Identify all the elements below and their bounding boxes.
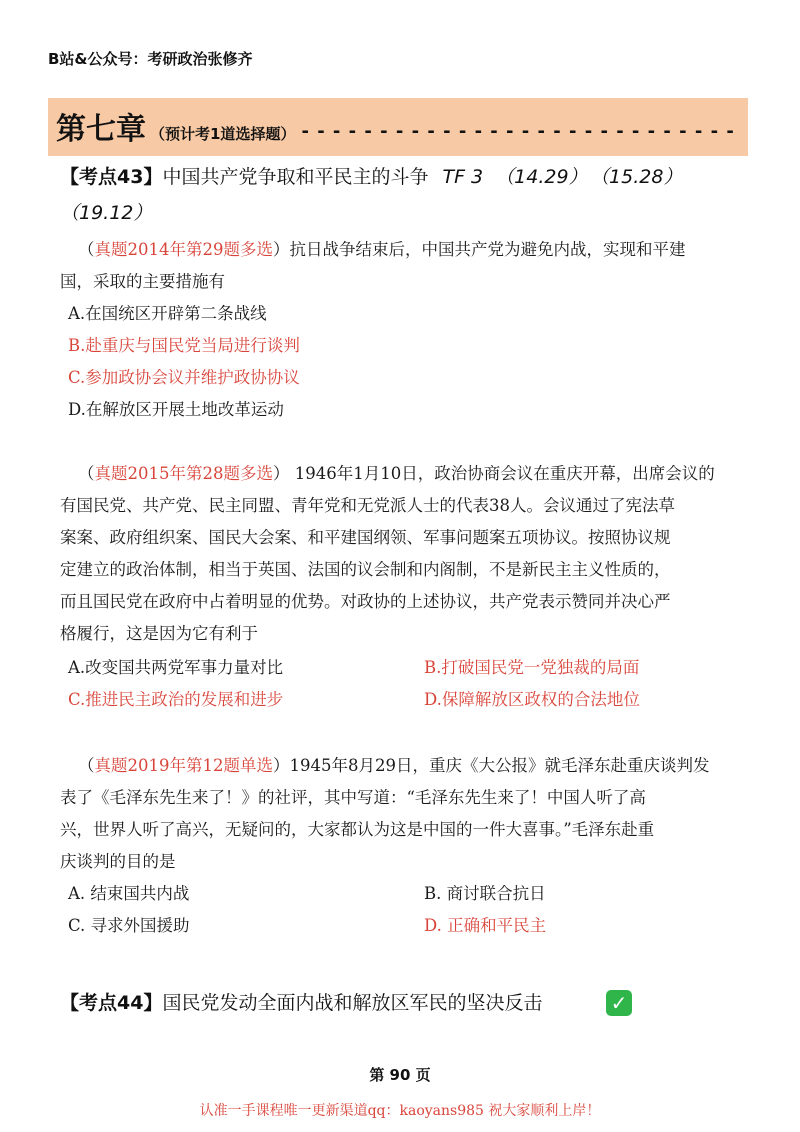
q2-option-d: D.保障解放区政权的合法地位 (424, 690, 640, 709)
q3-text-1: ）1945年8月29日，重庆《大公报》就毛泽东赴重庆谈判发 (273, 756, 710, 775)
chapter-heading (56, 104, 735, 148)
q2-stem-line-1 (78, 458, 715, 490)
q2-option-a: A.改变国共两党军事力量对比 (68, 658, 284, 677)
chapter-title: 第七章 (56, 112, 146, 147)
q2-text-1: ） 1946年1月10日，政治协商会议在重庆开幕，出席会议的 (273, 464, 715, 483)
q3-stem-line-4: 庆谈判的目的是 (60, 852, 176, 871)
q3-stem-line-2: 表了《毛泽东先生来了！》的社评，其中写道：“毛泽东先生来了！中国人听了高 (60, 788, 646, 807)
q1-option-a: A.在国统区开辟第二条战线 (68, 304, 267, 323)
q1-open-paren: （ (78, 240, 95, 259)
footer-ad: 认准一手课程唯一更新渠道qq：kaoyans985 祝大家顺利上岸！ (199, 1103, 601, 1119)
topic-44-title: 国民党发动全面内战和解放区军民的坚决反击 (162, 992, 543, 1014)
q2-stem-line-4: 定建立的政治体制，相当于英国、法国的议会制和内阁制，不是新民主主义性质的， (60, 560, 671, 579)
q3-option-b: B. 商讨联合抗日 (424, 884, 546, 903)
q2-stem-line-5: 而且国民党在政府中占着明显的优势。对政协的上述协议，共产党表示赞同并决心严 (60, 592, 671, 611)
q1-text-1: ）抗日战争结束后，中国共产党为避免内战，实现和平建 (273, 240, 686, 259)
topic-43-title: 中国共产党争取和平民主的斗争 (162, 166, 429, 188)
q1-stem-line-1 (78, 234, 686, 266)
topic-43-code: TF 3 (442, 166, 484, 188)
q3-stem-line-3: 兴，世界人听了高兴，无疑问的，大家都认为这是中国的一件大喜事。”毛泽东赴重 (60, 820, 655, 839)
q3-open-paren: （ (78, 756, 95, 775)
q2-stem-line-3: 案案、政府组织案、国民大会案、和平建国纲领、军事问题案五项协议。按照协议规 (60, 528, 671, 547)
topic-43-ref-line (60, 196, 152, 230)
q2-open-paren: （ (78, 464, 95, 483)
check-mark-icon: ✓ (606, 990, 632, 1016)
q2-stem-line-6: 格履行，这是因为它有利于 (60, 624, 258, 643)
q3-option-d: D. 正确和平民主 (424, 916, 547, 935)
topic-43-ref-3: （19.12） (60, 202, 153, 224)
q1-stem-line-2: 国，采取的主要措施有 (60, 272, 225, 291)
topic-44-tag: 【考点44】 (60, 992, 163, 1014)
topic-43-ref-2: （15.28） (599, 166, 683, 188)
topic-44-heading (60, 986, 542, 1020)
header-label: B站&公众号：考研政治张修齐 (48, 50, 253, 68)
q1-option-d: D.在解放区开展土地改革运动 (68, 400, 284, 419)
topic-43-ref-1: （14.29） (495, 166, 588, 188)
q1-option-b: B.赴重庆与国民党当局进行谈判 (68, 336, 300, 355)
q1-option-c: C.参加政协会议并维护政协协议 (68, 368, 300, 387)
topic-43-heading (60, 160, 682, 194)
q3-source: 真题2019年第12题单选 (94, 756, 273, 775)
q2-source: 真题2015年第28题多选 (94, 464, 273, 483)
chapter-note: （预计考1道选择题） (150, 125, 296, 143)
q2-option-b: B.打破国民党一党独裁的局面 (424, 658, 640, 677)
q3-option-c: C. 寻求外国援助 (68, 916, 190, 935)
q2-option-c: C.推进民主政治的发展和进步 (68, 690, 284, 709)
page-number: 第 90 页 (369, 1066, 431, 1084)
q2-stem-line-2: 有国民党、共产党、民主同盟、青年党和无党派人士的代表38人。会议通过了宪法草 (60, 496, 675, 515)
q3-stem-line-1 (78, 750, 710, 782)
topic-43-tag: 【考点43】 (60, 166, 163, 188)
q3-option-a: A. 结束国共内战 (68, 884, 190, 903)
q1-source: 真题2014年第29题多选 (94, 240, 273, 259)
chapter-dashes: - - - - - - - - - - - - - - - - - - - - - - - - - - - - (301, 121, 735, 142)
